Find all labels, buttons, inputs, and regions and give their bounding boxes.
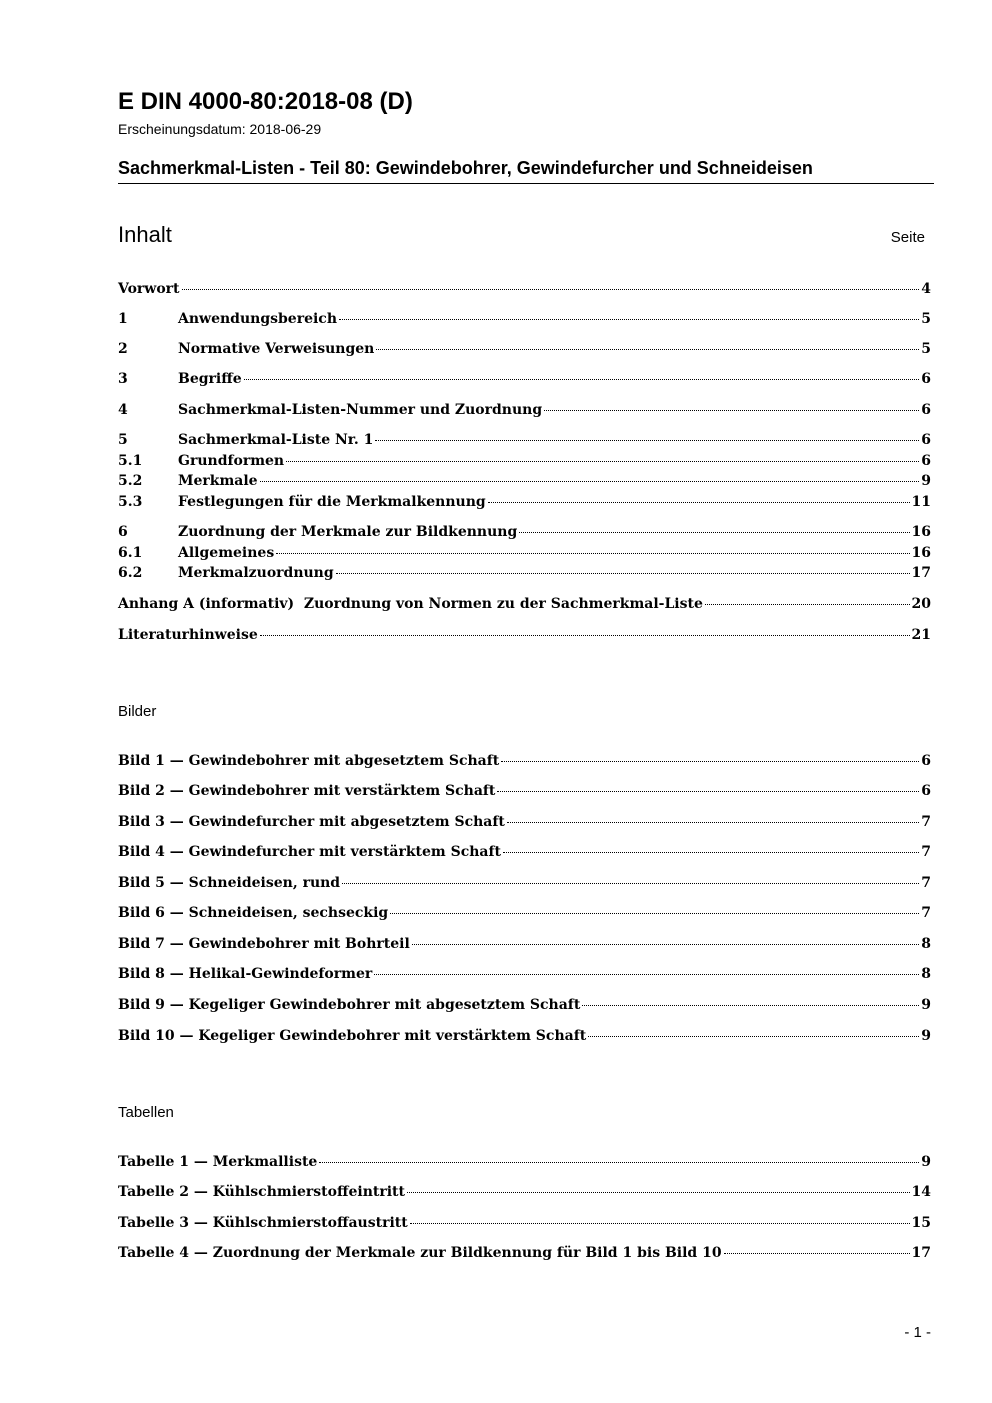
toc-entry-page: 16 — [911, 524, 931, 540]
table-entry[interactable] — [118, 1154, 931, 1174]
dot-leader — [374, 974, 919, 975]
dot-leader — [519, 532, 909, 533]
toc-entry-text: Merkmalzuordnung — [178, 565, 334, 581]
toc-entry-number: 6 — [118, 524, 128, 540]
toc-heading: Inhalt — [118, 222, 172, 247]
toc-entry-number: 3 — [118, 371, 128, 387]
figure-entry[interactable] — [118, 753, 931, 773]
figure-entry-text: Bild 1 — Gewindebohrer mit abgesetztem Schaft — [118, 753, 500, 769]
toc-entry[interactable] — [118, 432, 931, 452]
table-entry-text: Tabelle 3 — Kühlschmierstoffaustritt — [118, 1215, 408, 1231]
figure-entry-page: 7 — [921, 905, 931, 921]
figure-entry-page: 8 — [921, 936, 931, 952]
figure-entry-text: Bild 4 — Gewindefurcher mit verstärktem Schaft — [118, 844, 501, 860]
dot-leader — [276, 553, 909, 554]
figure-entry[interactable] — [118, 844, 931, 864]
toc-entry-number: 5 — [118, 432, 128, 448]
dot-leader — [705, 604, 910, 605]
figure-entry-page: 6 — [921, 783, 931, 799]
toc-entry-number: 6.1 — [118, 545, 143, 561]
dot-leader — [503, 852, 919, 853]
toc-entry-number: 6.2 — [118, 565, 143, 581]
toc-entry[interactable] — [118, 473, 931, 493]
figures-heading: Bilder — [118, 703, 157, 720]
toc-entry-text: Grundformen — [178, 453, 285, 469]
toc-entry[interactable] — [118, 341, 931, 361]
toc-entry-page: 5 — [921, 311, 931, 327]
dot-leader — [582, 1005, 919, 1006]
table-entry[interactable] — [118, 1215, 931, 1235]
publication-date: Erscheinungsdatum: 2018-06-29 — [118, 121, 322, 137]
dot-leader — [244, 379, 920, 380]
figure-entry-page: 9 — [921, 997, 931, 1013]
toc-entry-text: Festlegungen für die Merkmalkennung — [178, 494, 486, 510]
toc-entry-page: 6 — [921, 402, 931, 418]
dot-leader — [260, 481, 920, 482]
dot-leader — [544, 410, 919, 411]
dot-leader — [507, 822, 919, 823]
dot-leader — [342, 883, 919, 884]
figure-entry-text: Bild 7 — Gewindebohrer mit Bohrteil — [118, 936, 410, 952]
figure-entry-page: 7 — [921, 875, 931, 891]
figure-entry-text: Bild 10 — Kegeliger Gewindebohrer mit verstärktem Schaft — [118, 1028, 587, 1044]
table-entry-page: 14 — [911, 1184, 931, 1200]
page-column-label: Seite — [890, 229, 925, 246]
toc-entry-text: Vorwort — [118, 281, 180, 297]
toc-entry[interactable] — [118, 596, 931, 616]
dot-leader — [260, 635, 910, 636]
table-entry-text: Tabelle 1 — Merkmalliste — [118, 1154, 318, 1170]
toc-entry-page: 9 — [921, 473, 931, 489]
toc-entry[interactable] — [118, 524, 931, 544]
toc-entry[interactable] — [118, 371, 931, 391]
table-entry-text: Tabelle 2 — Kühlschmierstoffeintritt — [118, 1184, 405, 1200]
toc-entry-page: 6 — [921, 432, 931, 448]
figure-entry[interactable] — [118, 783, 931, 803]
document-code: E DIN 4000-80:2018-08 (D) — [118, 88, 413, 115]
toc-entry[interactable] — [118, 453, 931, 473]
toc-entry-page: 17 — [911, 565, 931, 581]
figure-entry[interactable] — [118, 875, 931, 895]
toc-entry-number: 1 — [118, 311, 128, 327]
figure-entry-text: Bild 6 — Schneideisen, sechseckig — [118, 905, 389, 921]
toc-entry-number: 5.1 — [118, 453, 143, 469]
toc-entry-text: Zuordnung der Merkmale zur Bildkennung — [178, 524, 518, 540]
toc-entry-text: Anhang A (informativ) Zuordnung von Normen zu der Sachmerkmal-Liste — [118, 596, 703, 612]
title-underline — [118, 183, 934, 184]
toc-entry-number: 5.2 — [118, 473, 143, 489]
figure-entry-text: Bild 2 — Gewindebohrer mit verstärktem Schaft — [118, 783, 496, 799]
figure-entry-text: Bild 5 — Schneideisen, rund — [118, 875, 341, 891]
figure-entry[interactable] — [118, 814, 931, 834]
table-entry-text: Tabelle 4 — Zuordnung der Merkmale zur Bildkennung für Bild 1 bis Bild 10 — [118, 1245, 722, 1261]
dot-leader — [182, 289, 920, 290]
toc-entry-text: Sachmerkmal-Listen-Nummer und Zuordnung — [178, 402, 543, 418]
figure-entry-text: Bild 8 — Helikal-Gewindeformer — [118, 966, 373, 982]
table-entry[interactable] — [118, 1184, 931, 1204]
table-entry[interactable] — [118, 1245, 931, 1265]
toc-entry[interactable] — [118, 402, 931, 422]
table-entry-page: 15 — [911, 1215, 931, 1231]
dot-leader — [376, 349, 919, 350]
toc-entry-text: Begriffe — [178, 371, 242, 387]
dot-leader — [286, 461, 919, 462]
dot-leader — [336, 573, 910, 574]
figure-entry[interactable] — [118, 966, 931, 986]
toc-entry[interactable] — [118, 565, 931, 585]
document-title: Sachmerkmal-Listen - Teil 80: Gewindebohrer, Gewindefurcher und Schneideisen — [118, 158, 813, 178]
dot-leader — [339, 319, 919, 320]
toc-entry-page: 16 — [911, 545, 931, 561]
toc-entry-text: Literaturhinweise — [118, 627, 258, 643]
dot-leader — [588, 1036, 919, 1037]
table-entry-page: 9 — [921, 1154, 931, 1170]
dot-leader — [412, 944, 919, 945]
figure-entry[interactable] — [118, 997, 931, 1017]
toc-entry[interactable] — [118, 281, 931, 301]
toc-entry-page: 21 — [911, 627, 931, 643]
dot-leader — [488, 502, 910, 503]
figure-entry-text: Bild 3 — Gewindefurcher mit abgesetztem Schaft — [118, 814, 505, 830]
table-entry-page: 17 — [911, 1245, 931, 1261]
tables-heading: Tabellen — [118, 1104, 174, 1121]
figure-entry[interactable] — [118, 936, 931, 956]
toc-entry[interactable] — [118, 627, 931, 647]
figure-entry[interactable] — [118, 905, 931, 925]
dot-leader — [375, 440, 919, 441]
toc-entry-text: Sachmerkmal-Liste Nr. 1 — [178, 432, 374, 448]
figure-entry-page: 9 — [921, 1028, 931, 1044]
toc-entry-text: Anwendungsbereich — [178, 311, 337, 327]
figure-entry-page: 6 — [921, 753, 931, 769]
toc-entry-page: 6 — [921, 371, 931, 387]
toc-entry-text: Allgemeines — [178, 545, 275, 561]
dot-leader — [501, 761, 919, 762]
toc-entry[interactable] — [118, 545, 931, 565]
toc-entry-number: 5.3 — [118, 494, 143, 510]
toc-entry-page: 6 — [921, 453, 931, 469]
toc-entry-page: 5 — [921, 341, 931, 357]
toc-entry-text: Normative Verweisungen — [178, 341, 375, 357]
toc-entry-page: 11 — [911, 494, 931, 510]
figure-entry[interactable] — [118, 1028, 931, 1048]
dot-leader — [319, 1162, 919, 1163]
toc-entry-number: 2 — [118, 341, 128, 357]
toc-entry-page: 4 — [921, 281, 931, 297]
figure-entry-page: 7 — [921, 814, 931, 830]
toc-entry-page: 20 — [911, 596, 931, 612]
dot-leader — [410, 1223, 910, 1224]
dot-leader — [724, 1253, 910, 1254]
toc-entry[interactable] — [118, 494, 931, 514]
toc-entry-text: Merkmale — [178, 473, 258, 489]
dot-leader — [497, 791, 919, 792]
figure-entry-page: 7 — [921, 844, 931, 860]
dot-leader — [390, 913, 919, 914]
toc-entry-number: 4 — [118, 402, 128, 418]
figure-entry-page: 8 — [921, 966, 931, 982]
dot-leader — [407, 1192, 910, 1193]
toc-entry[interactable] — [118, 311, 931, 331]
page-number: - 1 - — [904, 1324, 931, 1341]
figure-entry-text: Bild 9 — Kegeliger Gewindebohrer mit abgesetztem Schaft — [118, 997, 581, 1013]
